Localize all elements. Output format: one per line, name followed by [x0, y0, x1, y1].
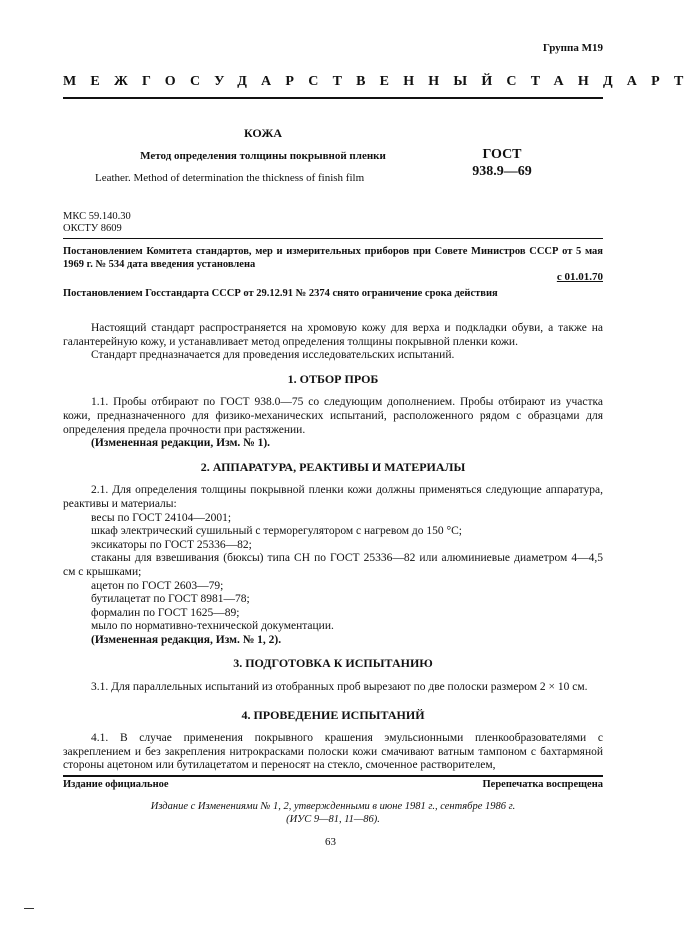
- section-4-paragraph: 4.1. В случае применения покрывного крашения эмульсионными пленкообразователями с закреплением и без закрепления нитрокрасками полоски кожи смачивают ватным тампоном с бахтармяной стороны ацетоном или бутилацетатом и переносят на стекло, смоченное растворителем,: [63, 732, 603, 772]
- list-item: ацетон по ГОСТ 2603—79;: [91, 579, 224, 592]
- list-item: весы по ГОСТ 24104—2001;: [91, 511, 232, 524]
- gost-number: [462, 146, 542, 180]
- official-edition-label: Издание официальное: [63, 779, 169, 790]
- section-1-paragraph: 1.1. Пробы отбирают по ГОСТ 938.0—75 со следующим дополнением. Пробы отбирают из участка кожи, предназначенного для физико-механических испытаний, расположенного рядом с образцами для определения предела прочности при растяжении.: [63, 396, 603, 436]
- edition-note-line-2: (ИУС 9—81, 11—86).: [286, 814, 380, 825]
- banner-word-standard: СТАНДАРТ: [506, 74, 698, 89]
- list-item: шкаф электрический сушильный с терморегулятором с нагревом до 150 °С;: [91, 525, 462, 538]
- section-2-paragraph: 2.1. Для определения толщины покрывной пленки кожи должны применяться следующие аппаратура, реактивы и материалы:: [63, 484, 603, 510]
- section-3-heading: 3. ПОДГОТОВКА К ИСПЫТАНИЮ: [233, 656, 433, 671]
- margin-mark: [24, 908, 34, 909]
- footer-rule: [63, 775, 603, 777]
- codes-rule: [63, 238, 603, 239]
- list-item: формалин по ГОСТ 1625—89;: [91, 606, 240, 619]
- list-item: мыло по нормативно-технической документации.: [91, 620, 334, 633]
- section-3-paragraph: 3.1. Для параллельных испытаний из отобранных проб вырезают по две полоски размером 2 × 10 см.: [91, 681, 588, 694]
- gost-label: ГОСТ: [482, 147, 522, 162]
- decree-text-1: Постановлением Комитета стандартов, мер и измерительных приборов при Совете Министров СССР от 5 мая 1969 г. № 534 дата введения установлена: [63, 246, 603, 270]
- okstu-code: ОКСТУ 8609: [63, 223, 122, 234]
- classification-codes: [63, 211, 131, 235]
- document-title: КОЖА: [244, 126, 282, 140]
- intro-paragraph-1: Настоящий стандарт распространяется на хромовую кожу для верха и подкладки обуви, а также на галантерейную кожу, и устанавливает метод определения толщины покрывной пленки кожи.: [63, 322, 603, 348]
- decree-text-2: Постановлением Госстандарта СССР от 29.12.91 № 2374 снято ограничение срока действия: [63, 288, 498, 299]
- top-rule: [63, 97, 603, 99]
- mks-code: МКС 59.140.30: [63, 211, 131, 222]
- document-subtitle: Метод определения толщины покрывной пленки: [140, 150, 386, 162]
- section-2-heading: 2. АППАРАТУРА, РЕАКТИВЫ И МАТЕРИАЛЫ: [200, 459, 466, 474]
- standard-banner: [63, 74, 698, 90]
- list-item: стаканы для взвешивания (бюксы) типа СН по ГОСТ 25336—82 или алюминиевые диаметром 4—4,5 см с крышками;: [63, 552, 603, 578]
- list-item: эксикаторы по ГОСТ 25336—82;: [91, 538, 252, 551]
- intro-paragraph-2: Стандарт предназначается для проведения исследовательских испытаний.: [91, 349, 455, 362]
- english-title: Leather. Method of determination the thickness of finish film: [95, 172, 365, 184]
- list-item: бутилацетат по ГОСТ 8981—78;: [91, 593, 250, 606]
- group-code: Группа М19: [542, 42, 603, 54]
- section-1-heading: 1. ОТБОР ПРОБ: [287, 371, 379, 386]
- page-number: 63: [325, 836, 336, 848]
- gost-code: 938.9—69: [472, 164, 532, 179]
- main-body: [63, 322, 603, 773]
- section-4-heading: 4. ПРОВЕДЕНИЕ ИСПЫТАНИЙ: [241, 707, 425, 722]
- section-2-amendment: (Измененная редакция, Изм. № 1, 2).: [91, 633, 282, 646]
- edition-note-line-1: Издание с Изменениями № 1, 2, утвержденными в июне 1981 г., сентябре 1986 г.: [150, 801, 516, 812]
- introduction-date: с 01.01.70: [556, 271, 603, 283]
- banner-word-interstate: МЕЖГОСУДАРСТВЕННЫЙ: [63, 74, 507, 89]
- section-1-amendment: (Измененная редакции, Изм. № 1).: [91, 437, 271, 450]
- edition-note: [63, 800, 603, 826]
- reprint-prohibited-label: Перепечатка воспрещена: [482, 779, 603, 790]
